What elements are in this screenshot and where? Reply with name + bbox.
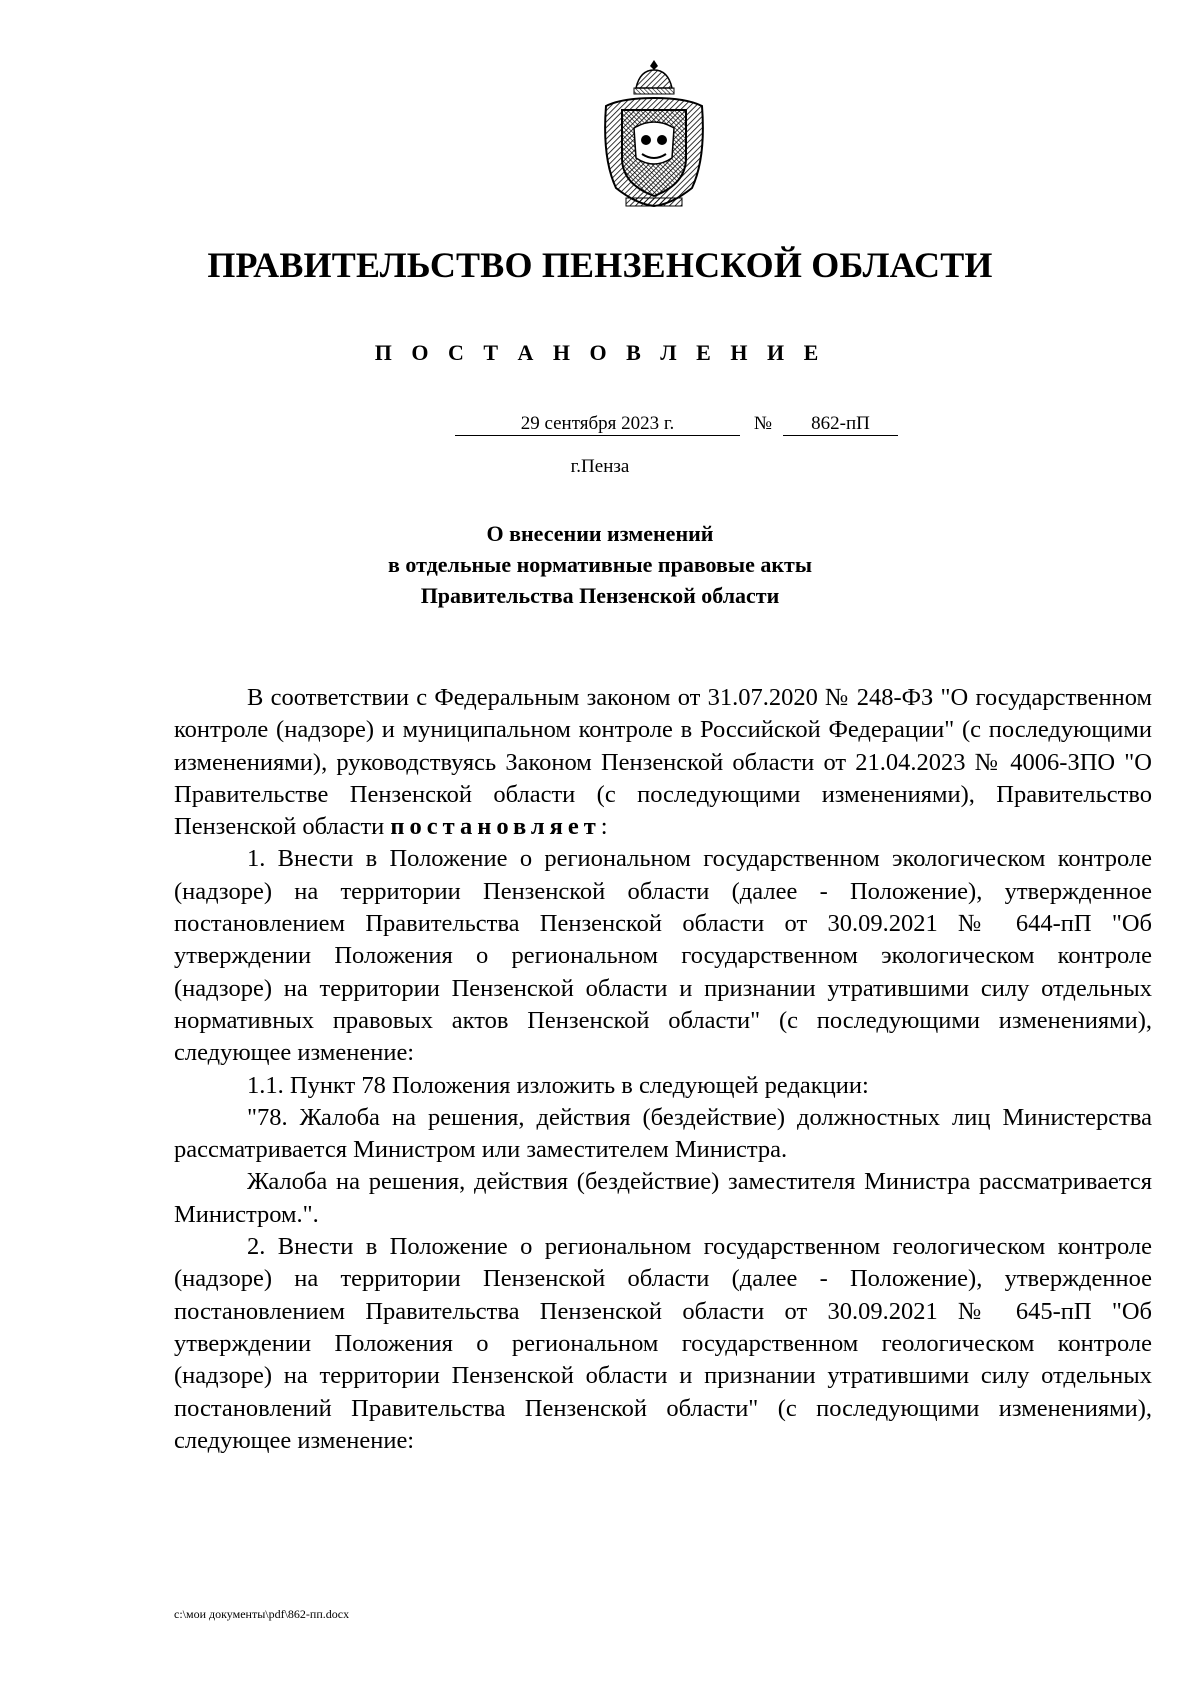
paragraph-1-1: 1.1. Пункт 78 Положения изложить в следующей редакции:	[247, 1071, 869, 1099]
number-sign: №	[753, 413, 773, 434]
preamble-paragraph	[174, 682, 1152, 843]
paragraph-1-quote-1: "78. Жалоба на решения, действия (бездействие) должностных лиц Министерства рассматривается Министром или заместителем Министра.	[174, 1103, 1152, 1164]
preamble-text: В соответствии с Федеральным законом от 31.07.2020 № 248-ФЗ "О государственном контроле (надзоре) и муниципальном контроле в Российской Федерации" (с последующими изменениями), руководствуясь Законом Пензенской области от 21.04.2023 № 4006-ЗПО "О Правительстве Пензенской области (с последующими изменениями), Правительство Пензенской области	[174, 684, 1152, 841]
document-subject	[0, 518, 1200, 611]
document-number: 862-пП	[783, 413, 898, 436]
government-title: ПРАВИТЕЛЬСТВО ПЕНЗЕНСКОЙ ОБЛАСТИ	[207, 245, 993, 285]
document-city: г.Пенза	[570, 456, 630, 477]
document-kind: П О С Т А Н О В Л Е Н И Е	[374, 340, 826, 365]
document-date: 29 сентября 2023 г.	[455, 413, 740, 436]
subject-line: Правительства Пензенской области	[420, 583, 780, 608]
decree-colon: :	[600, 813, 608, 841]
subject-line: О внесении изменений	[486, 521, 714, 546]
paragraph-2: 2. Внести в Положение о региональном государственном геологическом контроле (надзоре) на территории Пензенской области (далее - Положение), утвержденное постановлением Правительства Пензенской области от 30.09.2021 № 645-пП "Об утверждении Положения о региональном государственном геологическом контроле (надзоре) на территории Пензенской области и признании утратившими силу отдельных постановлений Правительства Пензенской области" (с последующими изменениями), следующее изменение:	[174, 1233, 1152, 1454]
subject-line: в отдельные нормативные правовые акты	[388, 552, 812, 577]
paragraph-1-quote-2: Жалоба на решения, действия (бездействие) заместителя Министра рассматривается Министром.".	[174, 1168, 1152, 1228]
paragraph-1: 1. Внести в Положение о региональном государственном экологическом контроле (надзоре) на территории Пензенской области (далее - Положение), утвержденное постановлением Правительства Пензенской области от 30.09.2021 № 644-пП "Об утверждении Положения о региональном государственном экологическом контроле (надзоре) на территории Пензенской области и признании утратившими силу отдельных нормативных правовых актов Пензенской области" (с последующими изменениями), следующее изменение:	[174, 845, 1152, 1067]
decree-word: постановляет	[390, 813, 601, 841]
coat-of-arms-icon	[596, 58, 712, 208]
file-path-footer: c:\мои документы\pdf\862-пп.docx	[174, 1607, 350, 1621]
document-body	[174, 682, 1152, 1457]
